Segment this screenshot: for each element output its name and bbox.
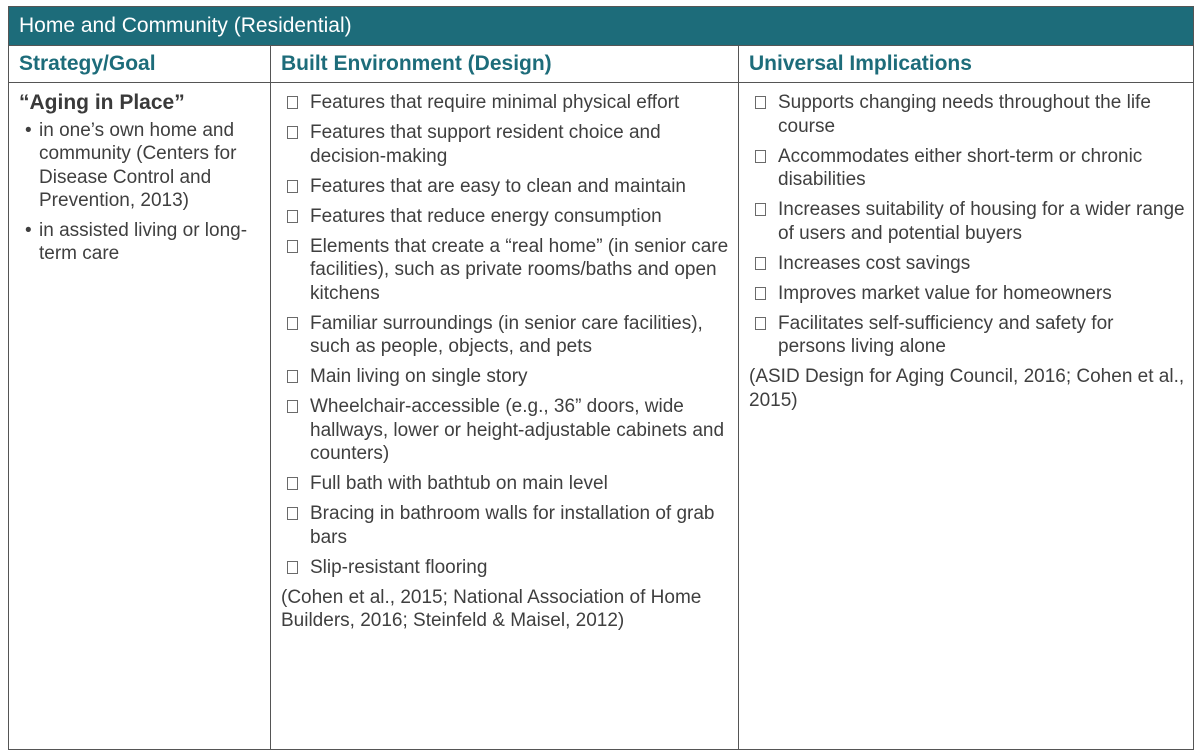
list-item-text: Bracing in bathroom walls for installation of grab bars [310,503,715,548]
list-item-text: Improves market value for homeowners [778,282,1112,304]
header-universal-implications: Universal Implications [749,52,972,75]
bullet-icon: • [25,219,32,241]
list-item-text: Full bath with bathtub on main level [310,473,608,494]
list-item [281,91,730,115]
checkbox-icon [287,96,298,109]
list-item-text: Features that support resident choice and decision-making [310,122,661,167]
checkbox-icon [755,287,766,300]
strategy-bullet-text: in one’s own home and community (Centers for Disease Control and Prevention, 2013) [39,119,237,211]
list-item [281,312,730,359]
built-environment-list [281,91,730,579]
strategy-bullet [19,119,262,213]
list-item-text: Familiar surroundings (in senior care facilities), such as people, objects, and pets [310,312,703,357]
header-built-environment: Built Environment (Design) [271,46,739,82]
list-item-text: Accommodates either short-term or chronic disabilities [778,145,1143,190]
checkbox-icon [755,317,766,330]
built-environment-cell [271,83,739,749]
table-banner: Home and Community (Residential) [9,7,1193,46]
checkbox-icon [755,150,766,163]
list-item [281,235,730,306]
universal-implications-list [749,91,1185,359]
list-item-text: Wheelchair-accessible (e.g., 36” doors, wide hallways, lower or height-adjustable cabinets and counters) [310,396,725,464]
list-item [281,472,730,496]
list-item-text: Features that require minimal physical effort [310,92,680,113]
list-item [281,395,730,466]
checkbox-icon [287,507,298,520]
list-item-text: Elements that create a “real home” (in senior care facilities), such as private rooms/baths and open kitchens [310,235,729,304]
checkbox-icon [287,561,298,574]
checkbox-icon [287,126,298,139]
body-row [9,83,1193,749]
list-item-text: Increases cost savings [778,252,971,274]
list-item [281,205,730,229]
list-item-text: Increases suitability of housing for a wider range of users and potential buyers [778,199,1185,244]
list-item-text: Facilitates self-sufficiency and safety for persons living alone [778,312,1114,357]
checkbox-icon [287,210,298,223]
list-item [749,91,1185,138]
list-item [749,145,1185,192]
residential-table [8,6,1194,750]
header-row [9,46,1193,83]
list-item [281,502,730,549]
checkbox-icon [287,370,298,383]
list-item-text: Supports changing needs throughout the life course [778,92,1151,137]
list-item [281,365,730,389]
list-item-text: Main living on single story [310,366,528,387]
list-item-text: Slip-resistant flooring [310,556,488,578]
strategy-bullet [19,219,262,266]
checkbox-icon [287,180,298,193]
built-environment-citation: (Cohen et al., 2015; National Association of Home Builders, 2016; Steinfeld & Maisel, 2012) [281,586,702,631]
list-item [281,556,730,580]
list-item [749,198,1185,245]
checkbox-icon [755,96,766,109]
checkbox-icon [287,400,298,413]
strategy-bullet-text: in assisted living or long-term care [39,219,248,264]
list-item [749,282,1185,306]
checkbox-icon [755,203,766,216]
list-item [749,312,1185,359]
strategy-bullet-list [19,119,262,266]
universal-implications-cell [739,83,1193,749]
strategy-title: “Aging in Place” [19,91,185,114]
list-item [281,121,730,168]
header-strategy: Strategy/Goal [9,46,271,82]
checkbox-icon [755,257,766,270]
list-item-text: Features that are easy to clean and maintain [310,175,687,197]
bullet-icon: • [25,119,32,141]
strategy-cell [9,83,271,749]
list-item [749,252,1185,276]
checkbox-icon [287,240,298,253]
checkbox-icon [287,477,298,490]
checkbox-icon [287,317,298,330]
list-item-text: Features that reduce energy consumption [310,205,662,227]
universal-implications-citation: (ASID Design for Aging Council, 2016; Cohen et al., 2015) [749,366,1185,411]
list-item [281,175,730,199]
